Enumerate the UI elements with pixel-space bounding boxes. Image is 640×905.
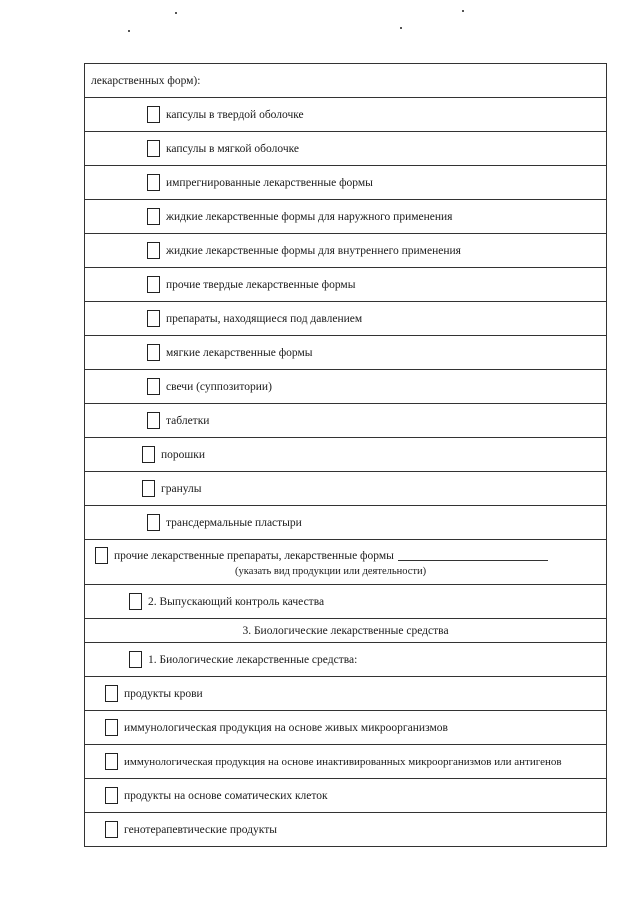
continuation-text: лекарственных форм):: [91, 74, 201, 87]
checkbox[interactable]: [147, 242, 160, 259]
checkbox[interactable]: [129, 593, 142, 610]
section-title: 3. Биологические лекарственные средства: [242, 624, 449, 637]
dosage-form-row: [85, 472, 606, 506]
dosage-form-label: капсулы в мягкой оболочке: [166, 142, 300, 155]
other-products-row: [85, 540, 606, 585]
checkbox[interactable]: [129, 651, 142, 668]
dosage-form-label: прочие твердые лекарственные формы: [166, 278, 356, 291]
dosage-form-label: импрегнированные лекарственные формы: [166, 176, 373, 189]
other-products-hint: (указать вид продукции или деятельности): [235, 566, 427, 577]
bio-item-row: [85, 779, 606, 813]
checkbox[interactable]: [142, 446, 155, 463]
bio-item-row: [85, 711, 606, 745]
dosage-form-row: [85, 234, 606, 268]
checkbox[interactable]: [95, 547, 108, 564]
dosage-form-label: свечи (суппозитории): [166, 380, 272, 393]
checkbox[interactable]: [147, 174, 160, 191]
dosage-form-label: препараты, находящиеся под давлением: [166, 312, 363, 325]
dosage-form-row: [85, 132, 606, 166]
dosage-form-label: жидкие лекарственные формы для внутреннего применения: [166, 244, 461, 257]
checkbox[interactable]: [105, 685, 118, 702]
scan-speck: [462, 10, 464, 12]
dosage-form-label: жидкие лекарственные формы для наружного применения: [166, 210, 453, 223]
checkbox[interactable]: [147, 208, 160, 225]
fill-in-line[interactable]: [398, 550, 548, 561]
checkbox[interactable]: [147, 344, 160, 361]
bio-header-label: 1. Биологические лекарственные средства:: [148, 653, 358, 666]
dosage-form-row: [85, 370, 606, 404]
checkbox[interactable]: [105, 719, 118, 736]
dosage-form-row: [85, 98, 606, 132]
dosage-form-label: капсулы в твердой оболочке: [166, 108, 304, 121]
checkbox[interactable]: [147, 378, 160, 395]
bio-header-row: [85, 643, 606, 677]
checkbox[interactable]: [147, 514, 160, 531]
checkbox[interactable]: [147, 106, 160, 123]
bio-item-row: [85, 813, 606, 847]
bio-item-row: [85, 677, 606, 711]
bio-item-label: продукты крови: [124, 687, 203, 700]
dosage-form-row: [85, 302, 606, 336]
scan-speck: [128, 30, 130, 32]
dosage-form-label: таблетки: [166, 414, 210, 427]
checkbox[interactable]: [147, 412, 160, 429]
checkbox[interactable]: [105, 821, 118, 838]
bio-item-label: продукты на основе соматических клеток: [124, 789, 328, 802]
release-control-label: 2. Выпускающий контроль качества: [148, 595, 325, 608]
dosage-form-row: [85, 166, 606, 200]
section-title-row: [85, 619, 606, 643]
bio-item-row: [85, 745, 606, 779]
scan-speck: [400, 27, 402, 29]
dosage-form-row: [85, 438, 606, 472]
bio-item-label: иммунологическая продукция на основе инактивированных микроорганизмов или антигенов: [124, 755, 562, 768]
checkbox[interactable]: [105, 787, 118, 804]
dosage-form-row: [85, 506, 606, 540]
release-control-row: [85, 585, 606, 619]
checkbox[interactable]: [142, 480, 155, 497]
bio-item-label: иммунологическая продукция на основе живых микроорганизмов: [124, 721, 448, 734]
checkbox[interactable]: [147, 276, 160, 293]
dosage-form-label: порошки: [161, 448, 206, 461]
form-table: [84, 63, 607, 847]
other-products-label: прочие лекарственные препараты, лекарственные формы: [114, 549, 394, 562]
bio-item-label: генотерапевтические продукты: [124, 823, 277, 836]
continuation-row: [85, 64, 606, 98]
scan-speck: [175, 12, 177, 14]
dosage-form-label: мягкие лекарственные формы: [166, 346, 313, 359]
dosage-form-label: трансдермальные пластыри: [166, 516, 302, 529]
dosage-form-row: [85, 268, 606, 302]
checkbox[interactable]: [147, 310, 160, 327]
dosage-form-row: [85, 404, 606, 438]
checkbox[interactable]: [147, 140, 160, 157]
dosage-form-row: [85, 336, 606, 370]
checkbox[interactable]: [105, 753, 118, 770]
dosage-form-label: гранулы: [161, 482, 202, 495]
dosage-form-row: [85, 200, 606, 234]
